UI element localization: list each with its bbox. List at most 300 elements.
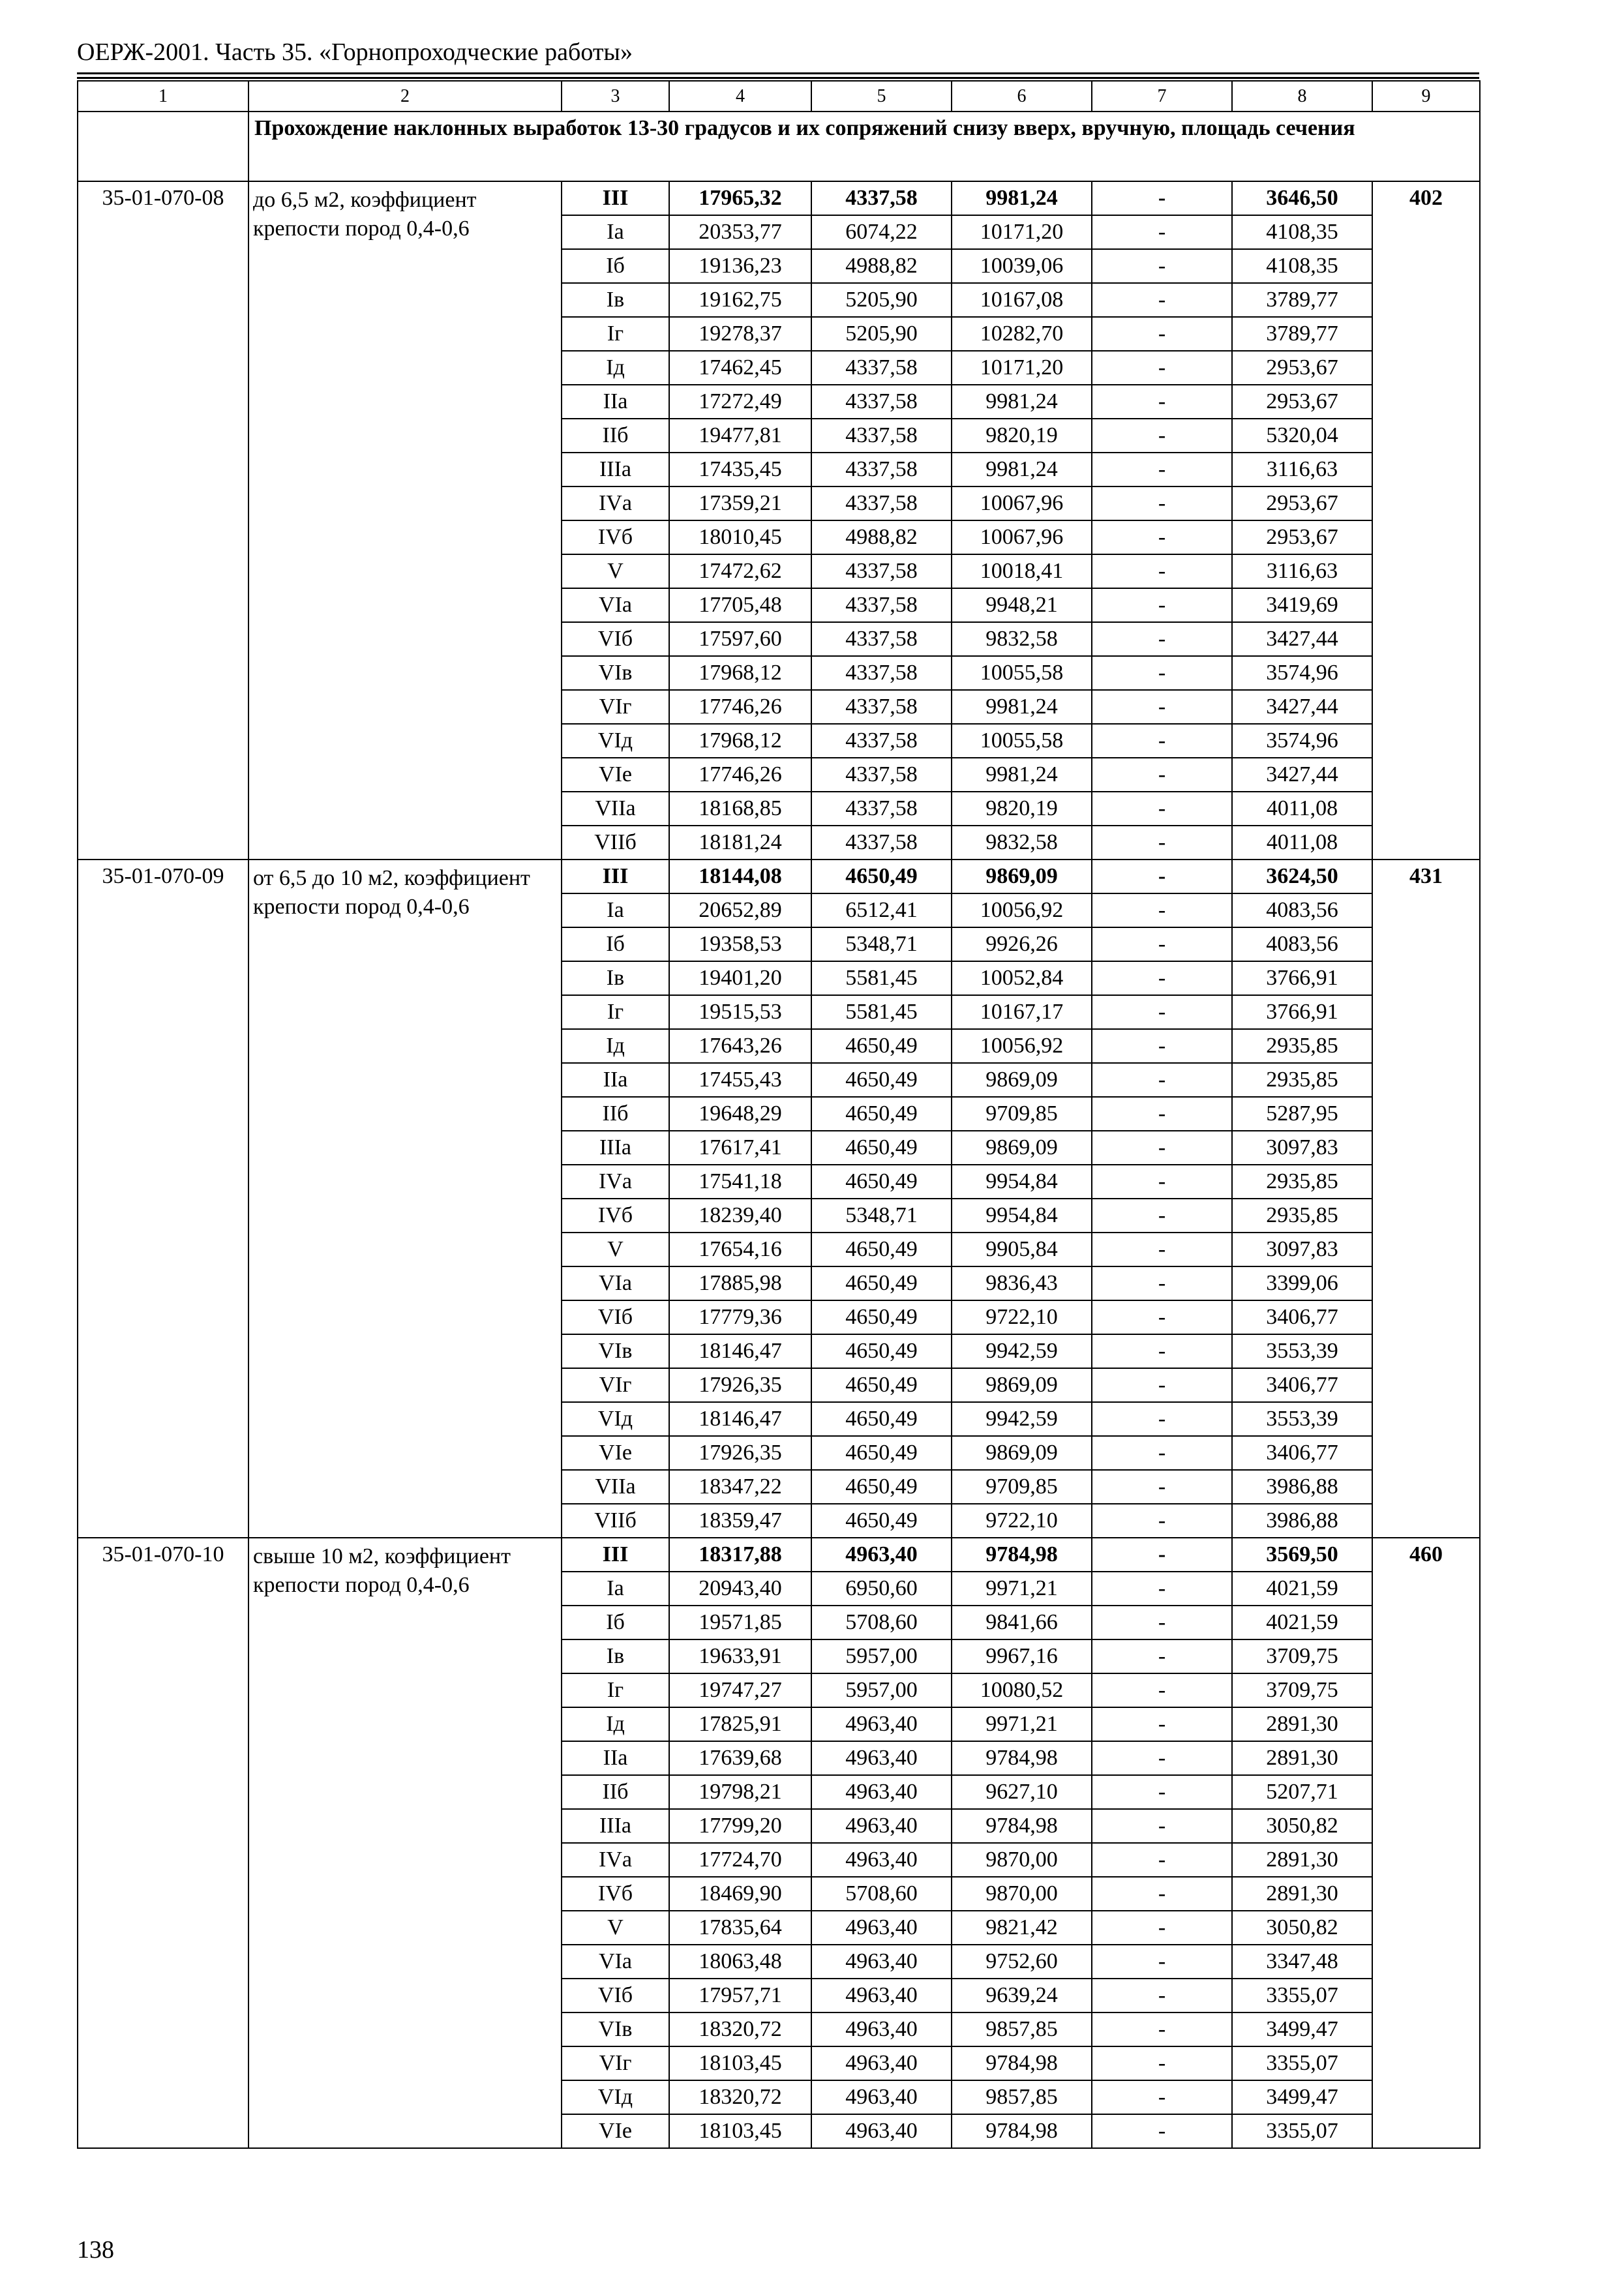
value-cell: 19477,81: [669, 419, 811, 453]
value-cell: -: [1092, 1199, 1232, 1233]
value-cell: 4650,49: [811, 1131, 952, 1165]
value-cell: -: [1092, 1165, 1232, 1199]
value-cell: 4083,56: [1232, 893, 1372, 927]
labor-norm: 402: [1372, 181, 1480, 860]
page-number: 138: [77, 2236, 114, 2264]
value-cell: 19648,29: [669, 1097, 811, 1131]
value-cell: 4963,40: [811, 1741, 952, 1775]
value-cell: 9784,98: [952, 2114, 1092, 2148]
value-cell: 4108,35: [1232, 249, 1372, 283]
value-cell: 9820,19: [952, 419, 1092, 453]
value-cell: 4963,40: [811, 2012, 952, 2046]
value-cell: 9722,10: [952, 1300, 1092, 1334]
value-cell: 17455,43: [669, 1063, 811, 1097]
value-cell: 3355,07: [1232, 1979, 1372, 2012]
value-cell: -: [1092, 2012, 1232, 2046]
value-cell: -: [1092, 1843, 1232, 1877]
value-cell: -: [1092, 656, 1232, 690]
zone-cell: VIIа: [562, 792, 669, 826]
value-cell: 4337,58: [811, 792, 952, 826]
value-cell: 3050,82: [1232, 1911, 1372, 1945]
value-cell: 9857,85: [952, 2012, 1092, 2046]
value-cell: 3347,48: [1232, 1945, 1372, 1979]
value-cell: 17654,16: [669, 1233, 811, 1266]
value-cell: 5581,45: [811, 961, 952, 995]
value-cell: 9784,98: [952, 1741, 1092, 1775]
value-cell: 2953,67: [1232, 385, 1372, 419]
header-rule: [77, 72, 1479, 74]
value-cell: 4988,82: [811, 249, 952, 283]
value-cell: 17359,21: [669, 486, 811, 520]
value-cell: 9784,98: [952, 1538, 1092, 1572]
zone-cell: VIе: [562, 1436, 669, 1470]
value-cell: 10282,70: [952, 317, 1092, 351]
value-cell: 19798,21: [669, 1775, 811, 1809]
value-cell: 3574,96: [1232, 656, 1372, 690]
value-cell: 10055,58: [952, 724, 1092, 758]
value-cell: 4337,58: [811, 351, 952, 385]
value-cell: 4963,40: [811, 1979, 952, 2012]
section-title: Прохождение наклонных выработок 13-30 градусов и их сопряжений снизу вверх, вручную, площадь сечения: [248, 112, 1480, 181]
value-cell: 2953,67: [1232, 486, 1372, 520]
rate-code: 35-01-070-10: [78, 1538, 248, 2148]
value-cell: 9981,24: [952, 181, 1092, 215]
value-cell: -: [1092, 1368, 1232, 1402]
value-cell: 3399,06: [1232, 1266, 1372, 1300]
zone-cell: VIв: [562, 656, 669, 690]
zone-cell: IIб: [562, 1775, 669, 1809]
value-cell: 3986,88: [1232, 1504, 1372, 1538]
value-cell: 18359,47: [669, 1504, 811, 1538]
value-cell: 4337,58: [811, 554, 952, 588]
value-cell: 18103,45: [669, 2046, 811, 2080]
value-cell: 19278,37: [669, 317, 811, 351]
header-rule-double: [77, 77, 1479, 79]
value-cell: -: [1092, 2046, 1232, 2080]
value-cell: 3646,50: [1232, 181, 1372, 215]
value-cell: 17746,26: [669, 758, 811, 792]
value-cell: 17746,26: [669, 690, 811, 724]
value-cell: -: [1092, 453, 1232, 486]
zone-cell: VIг: [562, 1368, 669, 1402]
value-cell: 4337,58: [811, 826, 952, 860]
value-cell: 4650,49: [811, 1233, 952, 1266]
value-cell: 6074,22: [811, 215, 952, 249]
value-cell: 5957,00: [811, 1639, 952, 1673]
value-cell: 9967,16: [952, 1639, 1092, 1673]
value-cell: 17968,12: [669, 656, 811, 690]
column-number: 6: [952, 81, 1092, 112]
zone-cell: IIб: [562, 1097, 669, 1131]
value-cell: 10056,92: [952, 1029, 1092, 1063]
value-cell: -: [1092, 1572, 1232, 1606]
value-cell: 4337,58: [811, 453, 952, 486]
value-cell: -: [1092, 724, 1232, 758]
zone-cell: Iа: [562, 215, 669, 249]
value-cell: 19358,53: [669, 927, 811, 961]
value-cell: 5320,04: [1232, 419, 1372, 453]
value-cell: 5207,71: [1232, 1775, 1372, 1809]
value-cell: -: [1092, 1402, 1232, 1436]
value-cell: 17885,98: [669, 1266, 811, 1300]
value-cell: 2935,85: [1232, 1165, 1372, 1199]
value-cell: 3553,39: [1232, 1334, 1372, 1368]
value-cell: 5708,60: [811, 1606, 952, 1639]
column-number: 9: [1372, 81, 1480, 112]
value-cell: 3574,96: [1232, 724, 1372, 758]
value-cell: 10167,08: [952, 283, 1092, 317]
value-cell: 2891,30: [1232, 1707, 1372, 1741]
value-cell: -: [1092, 486, 1232, 520]
zone-cell: Iа: [562, 1572, 669, 1606]
value-cell: -: [1092, 317, 1232, 351]
value-cell: 10167,17: [952, 995, 1092, 1029]
work-description: от 6,5 до 10 м2, коэффициент крепости пород 0,4-0,6: [248, 860, 562, 1538]
zone-cell: IIIа: [562, 453, 669, 486]
zone-cell: VIа: [562, 588, 669, 622]
value-cell: -: [1092, 181, 1232, 215]
value-cell: -: [1092, 2080, 1232, 2114]
value-cell: 3709,75: [1232, 1639, 1372, 1673]
zone-cell: VIа: [562, 1266, 669, 1300]
value-cell: -: [1092, 995, 1232, 1029]
zone-cell: VIд: [562, 724, 669, 758]
value-cell: 17926,35: [669, 1368, 811, 1402]
value-cell: 3624,50: [1232, 860, 1372, 893]
zone-cell: V: [562, 1233, 669, 1266]
zone-cell: VIIа: [562, 1470, 669, 1504]
zone-cell: VIг: [562, 690, 669, 724]
value-cell: -: [1092, 1911, 1232, 1945]
value-cell: -: [1092, 927, 1232, 961]
value-cell: 3553,39: [1232, 1402, 1372, 1436]
zone-cell: Iг: [562, 317, 669, 351]
value-cell: 9784,98: [952, 2046, 1092, 2080]
value-cell: 2935,85: [1232, 1199, 1372, 1233]
value-cell: 18103,45: [669, 2114, 811, 2148]
value-cell: 9722,10: [952, 1504, 1092, 1538]
value-cell: 3097,83: [1232, 1233, 1372, 1266]
value-cell: 9869,09: [952, 860, 1092, 893]
value-cell: 17617,41: [669, 1131, 811, 1165]
value-cell: -: [1092, 351, 1232, 385]
value-cell: 17705,48: [669, 588, 811, 622]
value-cell: 17968,12: [669, 724, 811, 758]
value-cell: 9869,09: [952, 1436, 1092, 1470]
column-number: 3: [562, 81, 669, 112]
zone-cell: Iа: [562, 893, 669, 927]
labor-norm: 460: [1372, 1538, 1480, 2148]
value-cell: 9942,59: [952, 1334, 1092, 1368]
zone-cell: Iг: [562, 995, 669, 1029]
value-cell: 9870,00: [952, 1843, 1092, 1877]
value-cell: 17472,62: [669, 554, 811, 588]
value-cell: 9639,24: [952, 1979, 1092, 2012]
zone-cell: IIа: [562, 1741, 669, 1775]
value-cell: 17639,68: [669, 1741, 811, 1775]
value-cell: 3419,69: [1232, 588, 1372, 622]
zone-cell: Iб: [562, 1606, 669, 1639]
value-cell: 4650,49: [811, 1504, 952, 1538]
value-cell: 3789,77: [1232, 317, 1372, 351]
value-cell: -: [1092, 1436, 1232, 1470]
price-table: [77, 80, 1481, 2149]
value-cell: -: [1092, 826, 1232, 860]
value-cell: 9841,66: [952, 1606, 1092, 1639]
value-cell: -: [1092, 1606, 1232, 1639]
zone-cell: Iд: [562, 351, 669, 385]
value-cell: 19401,20: [669, 961, 811, 995]
value-cell: 9971,21: [952, 1707, 1092, 1741]
value-cell: 18239,40: [669, 1199, 811, 1233]
value-cell: 17799,20: [669, 1809, 811, 1843]
value-cell: 5205,90: [811, 317, 952, 351]
value-cell: 18320,72: [669, 2012, 811, 2046]
value-cell: 4108,35: [1232, 215, 1372, 249]
zone-cell: IVб: [562, 1877, 669, 1911]
value-cell: 5957,00: [811, 1673, 952, 1707]
value-cell: 3050,82: [1232, 1809, 1372, 1843]
value-cell: 3406,77: [1232, 1300, 1372, 1334]
value-cell: 4650,49: [811, 1097, 952, 1131]
value-cell: 9942,59: [952, 1402, 1092, 1436]
zone-cell: VIб: [562, 622, 669, 656]
column-number: 8: [1232, 81, 1372, 112]
zone-cell: Iг: [562, 1673, 669, 1707]
value-cell: -: [1092, 1673, 1232, 1707]
value-cell: 4650,49: [811, 1436, 952, 1470]
value-cell: 3766,91: [1232, 961, 1372, 995]
zone-cell: IIа: [562, 385, 669, 419]
value-cell: 3499,47: [1232, 2080, 1372, 2114]
value-cell: 18144,08: [669, 860, 811, 893]
value-cell: 4963,40: [811, 1843, 952, 1877]
value-cell: 4963,40: [811, 1945, 952, 1979]
zone-cell: VIд: [562, 1402, 669, 1436]
value-cell: 9948,21: [952, 588, 1092, 622]
value-cell: 3116,63: [1232, 453, 1372, 486]
value-cell: 5287,95: [1232, 1097, 1372, 1131]
value-cell: -: [1092, 283, 1232, 317]
zone-cell: IVа: [562, 1165, 669, 1199]
zone-cell: VIг: [562, 2046, 669, 2080]
value-cell: 9832,58: [952, 826, 1092, 860]
value-cell: 3406,77: [1232, 1436, 1372, 1470]
value-cell: 3789,77: [1232, 283, 1372, 317]
value-cell: 10171,20: [952, 215, 1092, 249]
value-cell: -: [1092, 1809, 1232, 1843]
labor-norm: 431: [1372, 860, 1480, 1538]
table-body: [78, 81, 1480, 2148]
value-cell: 3427,44: [1232, 622, 1372, 656]
value-cell: 3427,44: [1232, 758, 1372, 792]
zone-cell: IVб: [562, 1199, 669, 1233]
value-cell: 19571,85: [669, 1606, 811, 1639]
value-cell: 4021,59: [1232, 1606, 1372, 1639]
zone-cell: Iб: [562, 927, 669, 961]
value-cell: 4337,58: [811, 724, 952, 758]
column-number: 5: [811, 81, 952, 112]
zone-cell: V: [562, 554, 669, 588]
rate-code: 35-01-070-08: [78, 181, 248, 860]
value-cell: 3499,47: [1232, 2012, 1372, 2046]
zone-cell: VIе: [562, 2114, 669, 2148]
value-cell: 18010,45: [669, 520, 811, 554]
value-cell: 5581,45: [811, 995, 952, 1029]
rate-code: 35-01-070-09: [78, 860, 248, 1538]
section-title-spacer: [78, 112, 248, 181]
column-number-row: [78, 81, 1480, 112]
value-cell: 9832,58: [952, 622, 1092, 656]
value-cell: 17435,45: [669, 453, 811, 486]
value-cell: -: [1092, 1877, 1232, 1911]
value-cell: -: [1092, 1538, 1232, 1572]
value-cell: 17724,70: [669, 1843, 811, 1877]
value-cell: 17965,32: [669, 181, 811, 215]
value-cell: -: [1092, 520, 1232, 554]
value-cell: 17779,36: [669, 1300, 811, 1334]
zone-cell: III: [562, 860, 669, 893]
value-cell: 5205,90: [811, 283, 952, 317]
value-cell: -: [1092, 1775, 1232, 1809]
value-cell: 9870,00: [952, 1877, 1092, 1911]
value-cell: 6950,60: [811, 1572, 952, 1606]
value-cell: 9981,24: [952, 453, 1092, 486]
zone-cell: IVб: [562, 520, 669, 554]
value-cell: 20943,40: [669, 1572, 811, 1606]
value-cell: -: [1092, 1945, 1232, 1979]
value-cell: 4337,58: [811, 622, 952, 656]
value-cell: 4650,49: [811, 1165, 952, 1199]
value-cell: 18168,85: [669, 792, 811, 826]
value-cell: -: [1092, 1639, 1232, 1673]
value-cell: 9752,60: [952, 1945, 1092, 1979]
value-cell: 2891,30: [1232, 1877, 1372, 1911]
zone-cell: Iд: [562, 1707, 669, 1741]
zone-cell: VIв: [562, 2012, 669, 2046]
value-cell: -: [1092, 1233, 1232, 1266]
value-cell: 10039,06: [952, 249, 1092, 283]
value-cell: -: [1092, 249, 1232, 283]
zone-cell: VIд: [562, 2080, 669, 2114]
value-cell: -: [1092, 588, 1232, 622]
value-cell: -: [1092, 622, 1232, 656]
zone-cell: VIа: [562, 1945, 669, 1979]
value-cell: 3766,91: [1232, 995, 1372, 1029]
value-cell: 18469,90: [669, 1877, 811, 1911]
value-cell: 3406,77: [1232, 1368, 1372, 1402]
value-cell: 9869,09: [952, 1131, 1092, 1165]
value-cell: -: [1092, 792, 1232, 826]
value-cell: 4650,49: [811, 1029, 952, 1063]
value-cell: 9857,85: [952, 2080, 1092, 2114]
value-cell: 19747,27: [669, 1673, 811, 1707]
value-cell: 2935,85: [1232, 1029, 1372, 1063]
value-cell: 19633,91: [669, 1639, 811, 1673]
value-cell: 3355,07: [1232, 2114, 1372, 2148]
column-number: 1: [78, 81, 248, 112]
zone-cell: IIIа: [562, 1809, 669, 1843]
value-cell: 17597,60: [669, 622, 811, 656]
value-cell: 17643,26: [669, 1029, 811, 1063]
value-cell: 4337,58: [811, 758, 952, 792]
value-cell: 4650,49: [811, 1402, 952, 1436]
value-cell: 10018,41: [952, 554, 1092, 588]
value-cell: 17957,71: [669, 1979, 811, 2012]
value-cell: 5348,71: [811, 927, 952, 961]
table-row: [78, 860, 1480, 893]
value-cell: 9869,09: [952, 1368, 1092, 1402]
value-cell: -: [1092, 419, 1232, 453]
value-cell: 9869,09: [952, 1063, 1092, 1097]
value-cell: -: [1092, 2114, 1232, 2148]
value-cell: 4650,49: [811, 1266, 952, 1300]
value-cell: 20652,89: [669, 893, 811, 927]
value-cell: -: [1092, 893, 1232, 927]
value-cell: 4337,58: [811, 181, 952, 215]
value-cell: -: [1092, 1504, 1232, 1538]
value-cell: 4011,08: [1232, 792, 1372, 826]
value-cell: 20353,77: [669, 215, 811, 249]
value-cell: 4988,82: [811, 520, 952, 554]
value-cell: 2935,85: [1232, 1063, 1372, 1097]
value-cell: 19515,53: [669, 995, 811, 1029]
value-cell: 6512,41: [811, 893, 952, 927]
section-title-row: [78, 112, 1480, 181]
value-cell: -: [1092, 1063, 1232, 1097]
table-row: [78, 1538, 1480, 1572]
value-cell: 10080,52: [952, 1673, 1092, 1707]
zone-cell: VIв: [562, 1334, 669, 1368]
zone-cell: IIб: [562, 419, 669, 453]
value-cell: 2953,67: [1232, 351, 1372, 385]
value-cell: -: [1092, 1979, 1232, 2012]
value-cell: -: [1092, 554, 1232, 588]
value-cell: 4963,40: [811, 2080, 952, 2114]
value-cell: 19136,23: [669, 249, 811, 283]
value-cell: 3986,88: [1232, 1470, 1372, 1504]
value-cell: 4021,59: [1232, 1572, 1372, 1606]
value-cell: 9905,84: [952, 1233, 1092, 1266]
value-cell: 9709,85: [952, 1470, 1092, 1504]
zone-cell: Iв: [562, 1639, 669, 1673]
zone-cell: VIб: [562, 1979, 669, 2012]
value-cell: 17825,91: [669, 1707, 811, 1741]
value-cell: 10067,96: [952, 486, 1092, 520]
value-cell: 9820,19: [952, 792, 1092, 826]
value-cell: 9627,10: [952, 1775, 1092, 1809]
zone-cell: Iв: [562, 283, 669, 317]
value-cell: 3569,50: [1232, 1538, 1372, 1572]
zone-cell: VIб: [562, 1300, 669, 1334]
value-cell: 9954,84: [952, 1165, 1092, 1199]
value-cell: 17272,49: [669, 385, 811, 419]
column-number: 7: [1092, 81, 1232, 112]
value-cell: 4963,40: [811, 1775, 952, 1809]
value-cell: 3709,75: [1232, 1673, 1372, 1707]
value-cell: -: [1092, 1334, 1232, 1368]
value-cell: 4963,40: [811, 1911, 952, 1945]
value-cell: 3427,44: [1232, 690, 1372, 724]
value-cell: 17835,64: [669, 1911, 811, 1945]
value-cell: 9981,24: [952, 758, 1092, 792]
value-cell: 9954,84: [952, 1199, 1092, 1233]
value-cell: 18181,24: [669, 826, 811, 860]
zone-cell: VIIб: [562, 1504, 669, 1538]
value-cell: 18347,22: [669, 1470, 811, 1504]
value-cell: -: [1092, 860, 1232, 893]
value-cell: 3116,63: [1232, 554, 1372, 588]
